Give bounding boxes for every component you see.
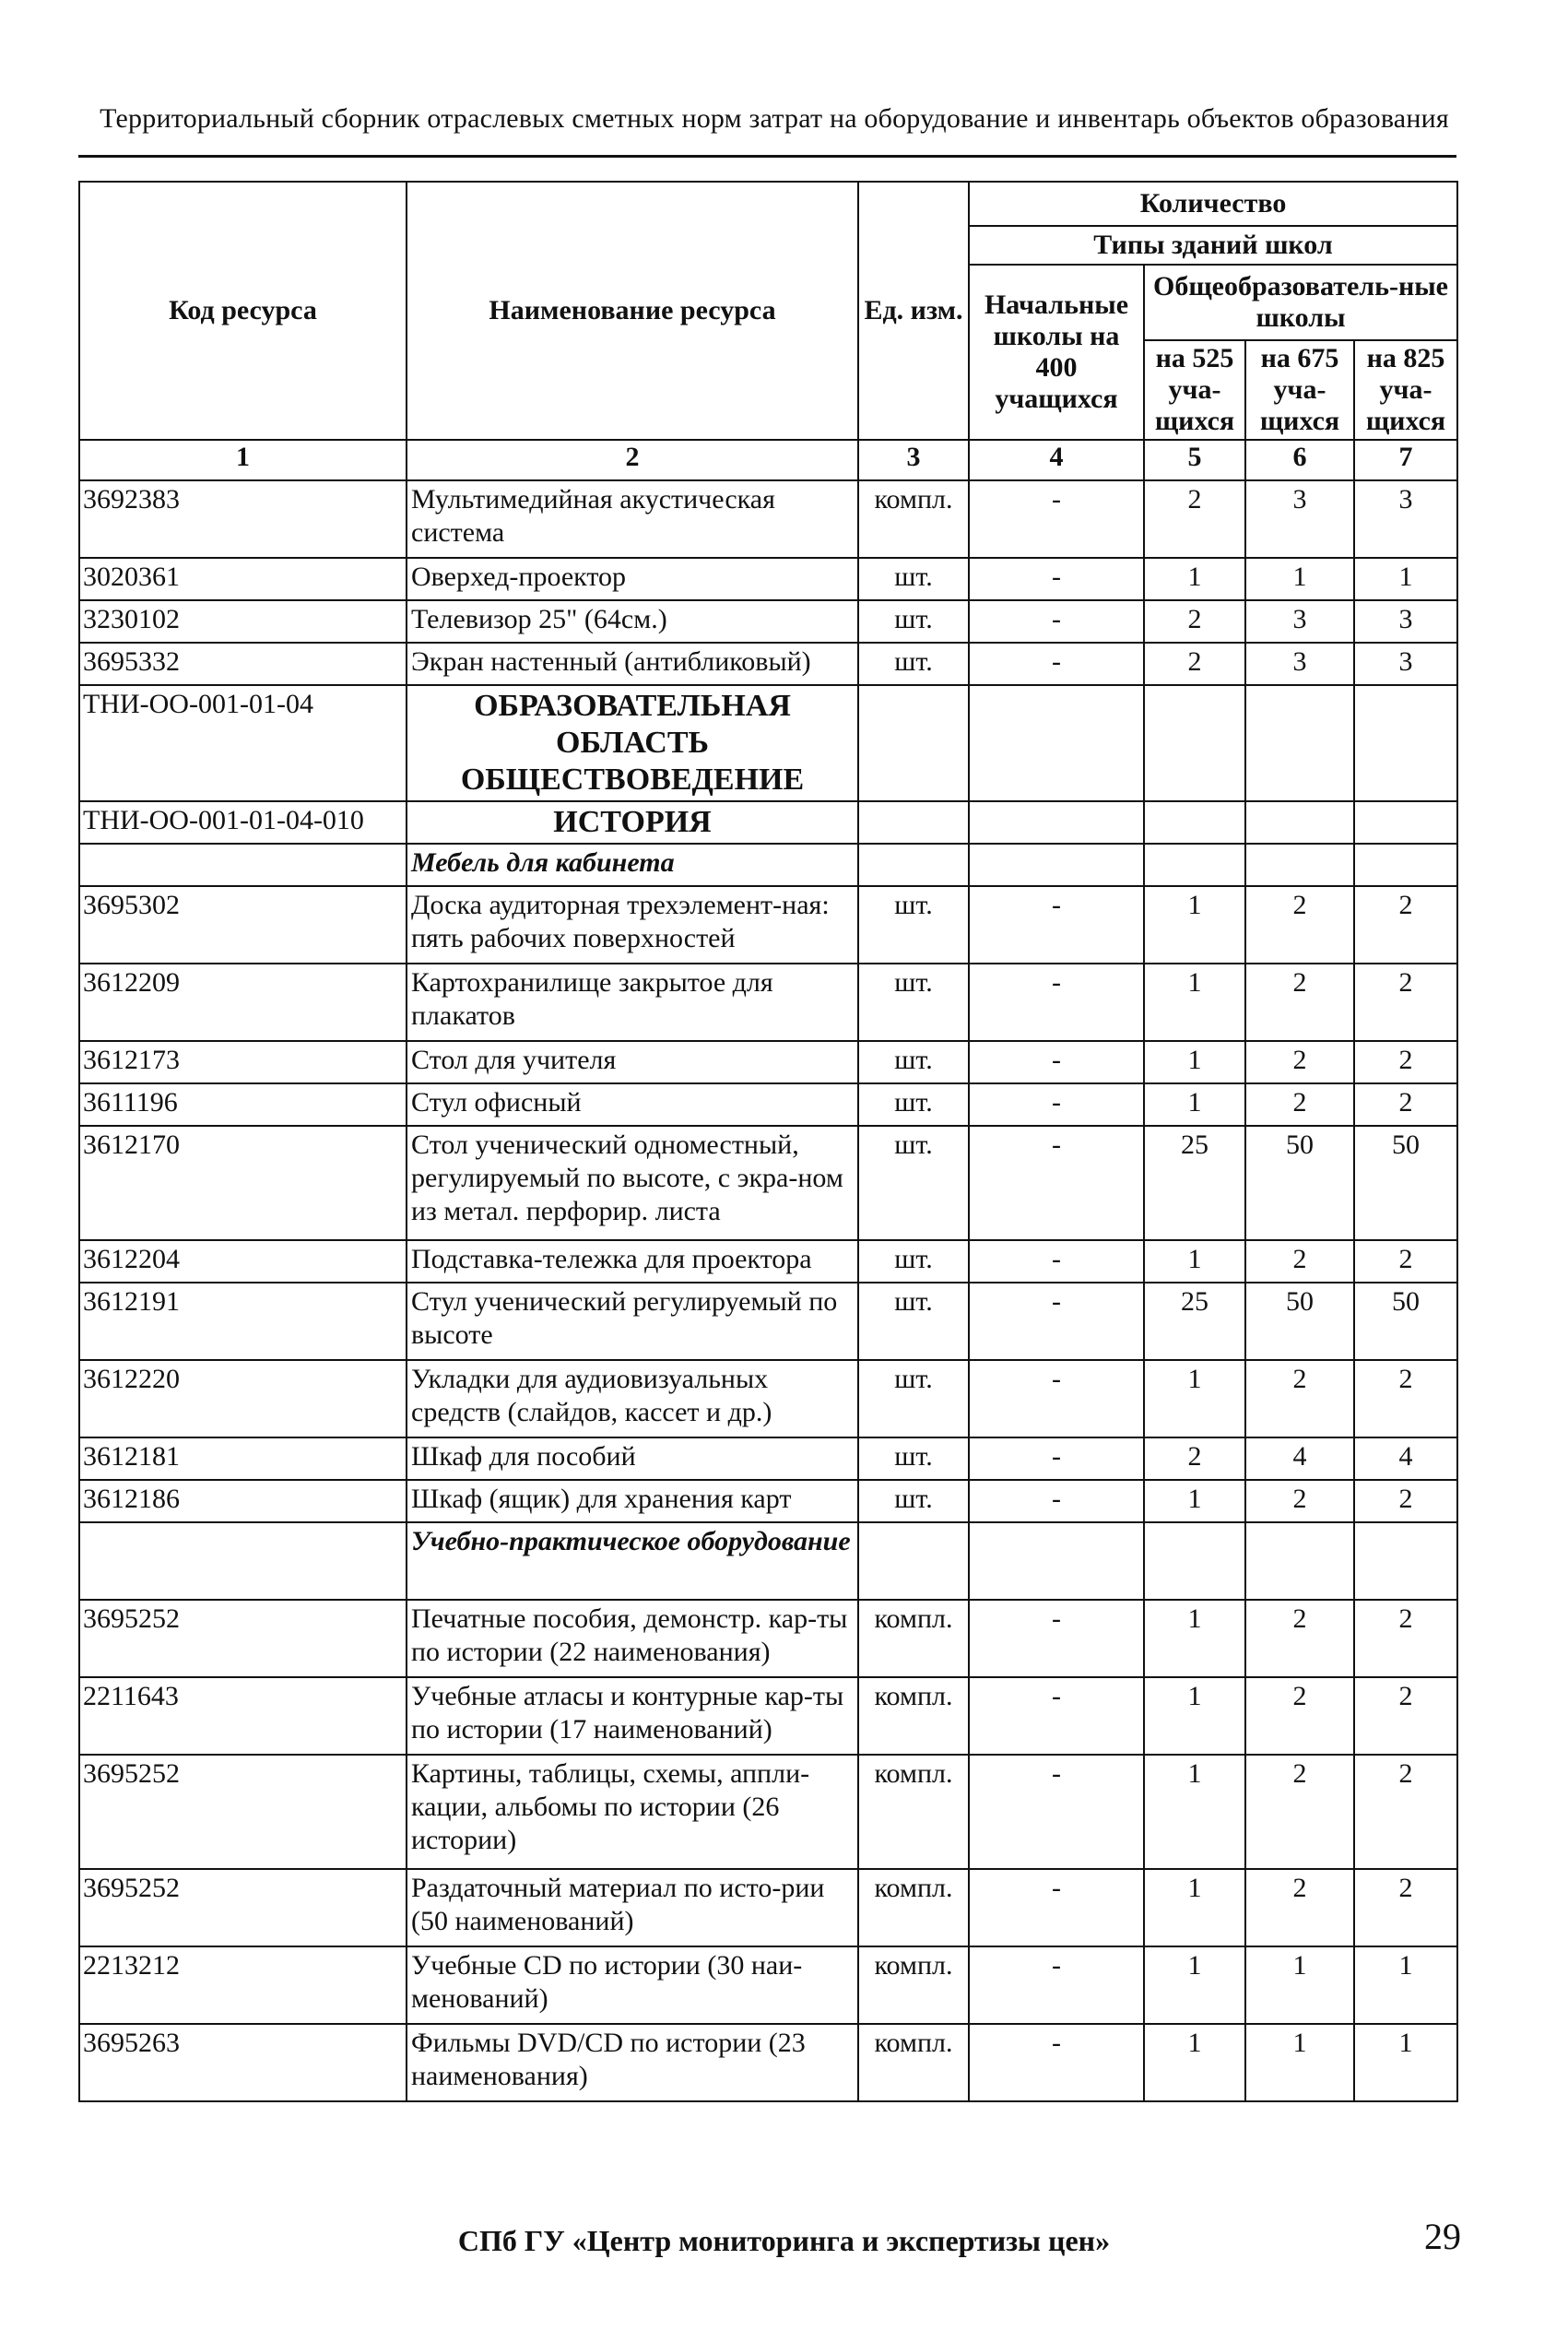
qty-525: 1	[1144, 1600, 1245, 1677]
resource-name: Экран настенный (антибликовый)	[407, 643, 858, 685]
qty-675: 1	[1245, 1946, 1354, 2024]
table-row	[79, 600, 1457, 643]
unit-of-measure: шт.	[858, 643, 969, 685]
resource-code: 3695332	[79, 643, 407, 685]
qty-525: 25	[1144, 1126, 1245, 1240]
table-row	[79, 844, 1457, 886]
qty-525: 1	[1144, 1083, 1245, 1126]
col-header-primary-schools: Начальные школы на 400 учащихся	[969, 265, 1144, 440]
qty-675: 2	[1245, 1083, 1354, 1126]
qty-primary-400: -	[969, 480, 1144, 558]
qty-primary-400: -	[969, 1600, 1144, 1677]
column-number: 2	[407, 440, 858, 480]
col-header-675: на 675 уча-щихся	[1245, 340, 1354, 440]
unit-of-measure: шт.	[858, 558, 969, 600]
resource-name: Мебель для кабинета	[407, 844, 858, 886]
col-header-unit: Ед. изм.	[858, 182, 969, 440]
column-number: 6	[1245, 440, 1354, 480]
table-row	[79, 1041, 1457, 1083]
unit-of-measure: шт.	[858, 1480, 969, 1522]
unit-of-measure: компл.	[858, 2024, 969, 2101]
resource-code: 3695252	[79, 1755, 407, 1869]
unit-of-measure: шт.	[858, 1360, 969, 1437]
table-row	[79, 801, 1457, 844]
unit-of-measure: компл.	[858, 1600, 969, 1677]
resource-name: Укладки для аудиовизуальных средств (слайдов, кассет и др.)	[407, 1360, 858, 1437]
qty-primary-400: -	[969, 1240, 1144, 1283]
resource-name: Оверхед-проектор	[407, 558, 858, 600]
qty-675: 3	[1245, 480, 1354, 558]
col-header-building-types: Типы зданий школ	[969, 226, 1457, 265]
resource-name: ИСТОРИЯ	[407, 801, 858, 844]
qty-825: 4	[1354, 1437, 1457, 1480]
table-row	[79, 1522, 1457, 1600]
table-row	[79, 1946, 1457, 2024]
resource-code: 3612191	[79, 1283, 407, 1360]
qty-675	[1245, 685, 1354, 801]
qty-525: 1	[1144, 1360, 1245, 1437]
unit-of-measure: компл.	[858, 480, 969, 558]
resource-name: Фильмы DVD/CD по истории (23 наименования)	[407, 2024, 858, 2101]
resource-name: Учебно-практическое оборудование	[407, 1522, 858, 1600]
col-header-code: Код ресурса	[79, 182, 407, 440]
qty-675: 50	[1245, 1126, 1354, 1240]
column-number: 4	[969, 440, 1144, 480]
unit-of-measure: компл.	[858, 1755, 969, 1869]
qty-825: 2	[1354, 886, 1457, 964]
resource-name: Стол для учителя	[407, 1041, 858, 1083]
qty-825	[1354, 1522, 1457, 1600]
qty-primary-400	[969, 685, 1144, 801]
resource-code: 2213212	[79, 1946, 407, 2024]
qty-675: 2	[1245, 964, 1354, 1041]
qty-675	[1245, 844, 1354, 886]
resource-name: Печатные пособия, демонстр. кар-ты по истории (22 наименования)	[407, 1600, 858, 1677]
unit-of-measure	[858, 844, 969, 886]
table-row	[79, 1437, 1457, 1480]
qty-primary-400: -	[969, 1360, 1144, 1437]
table-row	[79, 1083, 1457, 1126]
qty-675: 50	[1245, 1283, 1354, 1360]
qty-675: 3	[1245, 643, 1354, 685]
column-number: 7	[1354, 440, 1457, 480]
column-number: 5	[1144, 440, 1245, 480]
qty-525: 1	[1144, 1041, 1245, 1083]
qty-primary-400: -	[969, 643, 1144, 685]
qty-primary-400: -	[969, 1480, 1144, 1522]
qty-primary-400	[969, 844, 1144, 886]
resource-code: 3612220	[79, 1360, 407, 1437]
resource-code: 3695302	[79, 886, 407, 964]
qty-primary-400: -	[969, 1755, 1144, 1869]
qty-525: 1	[1144, 1480, 1245, 1522]
qty-525: 2	[1144, 600, 1245, 643]
qty-525: 25	[1144, 1283, 1245, 1360]
qty-675: 4	[1245, 1437, 1354, 1480]
qty-825	[1354, 844, 1457, 886]
header-divider	[78, 155, 1456, 158]
resource-name: Раздаточный материал по исто-рии (50 наименований)	[407, 1869, 858, 1946]
qty-825: 2	[1354, 1755, 1457, 1869]
qty-525	[1144, 1522, 1245, 1600]
unit-of-measure: шт.	[858, 600, 969, 643]
unit-of-measure: шт.	[858, 964, 969, 1041]
qty-525: 1	[1144, 1677, 1245, 1755]
table-row	[79, 964, 1457, 1041]
resource-name: Шкаф (ящик) для хранения карт	[407, 1480, 858, 1522]
resource-name: Мультимедийная акустическая система	[407, 480, 858, 558]
qty-825: 2	[1354, 1869, 1457, 1946]
qty-primary-400: -	[969, 1083, 1144, 1126]
column-number: 1	[79, 440, 407, 480]
resource-code: 3692383	[79, 480, 407, 558]
page-header: Территориальный сборник отраслевых сметных норм затрат на оборудование и инвентарь объектов образования	[100, 103, 1449, 134]
qty-675: 2	[1245, 1360, 1354, 1437]
table-row	[79, 2024, 1457, 2101]
col-header-525: на 525 уча-щихся	[1144, 340, 1245, 440]
resource-name: Доска аудиторная трехэлемент-ная: пять рабочих поверхностей	[407, 886, 858, 964]
qty-825	[1354, 801, 1457, 844]
table-row	[79, 1360, 1457, 1437]
resource-code: 3612209	[79, 964, 407, 1041]
qty-675	[1245, 1522, 1354, 1600]
qty-825: 2	[1354, 964, 1457, 1041]
qty-825: 1	[1354, 558, 1457, 600]
resource-code: 3020361	[79, 558, 407, 600]
qty-525: 1	[1144, 1869, 1245, 1946]
resource-name: Стул ученический регулируемый по высоте	[407, 1283, 858, 1360]
resource-code: 3612204	[79, 1240, 407, 1283]
qty-primary-400	[969, 1522, 1144, 1600]
qty-525: 2	[1144, 480, 1245, 558]
resource-code	[79, 1522, 407, 1600]
table-row	[79, 886, 1457, 964]
qty-primary-400: -	[969, 2024, 1144, 2101]
resource-code: 3230102	[79, 600, 407, 643]
qty-675: 3	[1245, 600, 1354, 643]
unit-of-measure: компл.	[858, 1869, 969, 1946]
resource-code: 3612170	[79, 1126, 407, 1240]
qty-675: 2	[1245, 1041, 1354, 1083]
qty-825: 2	[1354, 1083, 1457, 1126]
resource-code: 3612181	[79, 1437, 407, 1480]
qty-primary-400: -	[969, 1041, 1144, 1083]
table-row	[79, 1283, 1457, 1360]
qty-primary-400: -	[969, 558, 1144, 600]
resource-name: Стол ученический одноместный, регулируемый по высоте, с экра-ном из метал. перфорир. листа	[407, 1126, 858, 1240]
resource-code: 3695263	[79, 2024, 407, 2101]
qty-825: 3	[1354, 480, 1457, 558]
resource-name: Учебные атласы и контурные кар-ты по истории (17 наименований)	[407, 1677, 858, 1755]
resource-name: Шкаф для пособий	[407, 1437, 858, 1480]
table-row	[79, 1677, 1457, 1755]
page-number: 29	[1424, 2216, 1461, 2257]
unit-of-measure: шт.	[858, 1283, 969, 1360]
qty-primary-400: -	[969, 964, 1144, 1041]
resource-name: Учебные CD по истории (30 наи-менований)	[407, 1946, 858, 2024]
table-row	[79, 1240, 1457, 1283]
unit-of-measure	[858, 685, 969, 801]
resource-code: 3611196	[79, 1083, 407, 1126]
qty-525: 1	[1144, 1755, 1245, 1869]
qty-primary-400: -	[969, 1869, 1144, 1946]
qty-675: 2	[1245, 1240, 1354, 1283]
qty-525	[1144, 844, 1245, 886]
table-row	[79, 1126, 1457, 1240]
col-header-quantity: Количество	[969, 182, 1457, 226]
qty-825: 1	[1354, 2024, 1457, 2101]
table-row	[79, 1869, 1457, 1946]
resource-code: 3695252	[79, 1600, 407, 1677]
unit-of-measure: компл.	[858, 1677, 969, 1755]
qty-825: 1	[1354, 1946, 1457, 2024]
qty-825: 2	[1354, 1480, 1457, 1522]
qty-825: 50	[1354, 1283, 1457, 1360]
qty-525	[1144, 801, 1245, 844]
qty-primary-400: -	[969, 1677, 1144, 1755]
qty-525: 1	[1144, 1240, 1245, 1283]
qty-675: 2	[1245, 1869, 1354, 1946]
unit-of-measure: шт.	[858, 1126, 969, 1240]
resource-code: 3612173	[79, 1041, 407, 1083]
qty-825: 3	[1354, 600, 1457, 643]
qty-525: 1	[1144, 558, 1245, 600]
page-footer: СПб ГУ «Центр мониторинга и экспертизы цен»	[457, 2224, 1111, 2257]
resource-code: 2211643	[79, 1677, 407, 1755]
qty-675	[1245, 801, 1354, 844]
unit-of-measure: шт.	[858, 1083, 969, 1126]
qty-675: 2	[1245, 886, 1354, 964]
resource-name: ОБРАЗОВАТЕЛЬНАЯ ОБЛАСТЬ ОБЩЕСТВОВЕДЕНИЕ	[407, 685, 858, 801]
qty-primary-400: -	[969, 600, 1144, 643]
qty-825: 50	[1354, 1126, 1457, 1240]
qty-825: 2	[1354, 1360, 1457, 1437]
qty-525: 2	[1144, 643, 1245, 685]
table-row	[79, 558, 1457, 600]
qty-675: 2	[1245, 1600, 1354, 1677]
table-row	[79, 685, 1457, 801]
qty-primary-400: -	[969, 1946, 1144, 2024]
resource-code: ТНИ-ОО-001-01-04	[79, 685, 407, 801]
table-row	[79, 1480, 1457, 1522]
qty-525	[1144, 685, 1245, 801]
qty-825: 3	[1354, 643, 1457, 685]
qty-675: 2	[1245, 1677, 1354, 1755]
col-header-general-schools: Общеобразователь-ные школы	[1144, 265, 1457, 340]
qty-525: 1	[1144, 964, 1245, 1041]
unit-of-measure: компл.	[858, 1946, 969, 2024]
qty-675: 2	[1245, 1755, 1354, 1869]
resource-name: Стул офисный	[407, 1083, 858, 1126]
qty-525: 1	[1144, 2024, 1245, 2101]
qty-525: 1	[1144, 886, 1245, 964]
qty-675: 2	[1245, 1480, 1354, 1522]
qty-675: 1	[1245, 558, 1354, 600]
qty-825: 2	[1354, 1677, 1457, 1755]
resource-code: 3695252	[79, 1869, 407, 1946]
qty-825: 2	[1354, 1041, 1457, 1083]
qty-primary-400	[969, 801, 1144, 844]
resource-code: ТНИ-ОО-001-01-04-010	[79, 801, 407, 844]
resource-table	[78, 181, 1458, 2102]
resource-code	[79, 844, 407, 886]
table-row	[79, 643, 1457, 685]
unit-of-measure: шт.	[858, 886, 969, 964]
resource-name: Телевизор 25" (64см.)	[407, 600, 858, 643]
unit-of-measure: шт.	[858, 1437, 969, 1480]
resource-code: 3612186	[79, 1480, 407, 1522]
unit-of-measure	[858, 1522, 969, 1600]
resource-name: Картохранилище закрытое для плакатов	[407, 964, 858, 1041]
unit-of-measure: шт.	[858, 1041, 969, 1083]
resource-name: Картины, таблицы, схемы, аппли-кации, альбомы по истории (26 истории)	[407, 1755, 858, 1869]
unit-of-measure: шт.	[858, 1240, 969, 1283]
qty-825: 2	[1354, 1600, 1457, 1677]
qty-525: 1	[1144, 1946, 1245, 2024]
qty-825	[1354, 685, 1457, 801]
column-number: 3	[858, 440, 969, 480]
table-row	[79, 480, 1457, 558]
unit-of-measure	[858, 801, 969, 844]
col-header-name: Наименование ресурса	[407, 182, 858, 440]
qty-525: 2	[1144, 1437, 1245, 1480]
table-row	[79, 1600, 1457, 1677]
qty-primary-400: -	[969, 1126, 1144, 1240]
qty-primary-400: -	[969, 886, 1144, 964]
qty-675: 1	[1245, 2024, 1354, 2101]
resource-name: Подставка-тележка для проектора	[407, 1240, 858, 1283]
qty-825: 2	[1354, 1240, 1457, 1283]
qty-primary-400: -	[969, 1437, 1144, 1480]
col-header-825: на 825 уча-щихся	[1354, 340, 1457, 440]
qty-primary-400: -	[969, 1283, 1144, 1360]
table-row	[79, 1755, 1457, 1869]
